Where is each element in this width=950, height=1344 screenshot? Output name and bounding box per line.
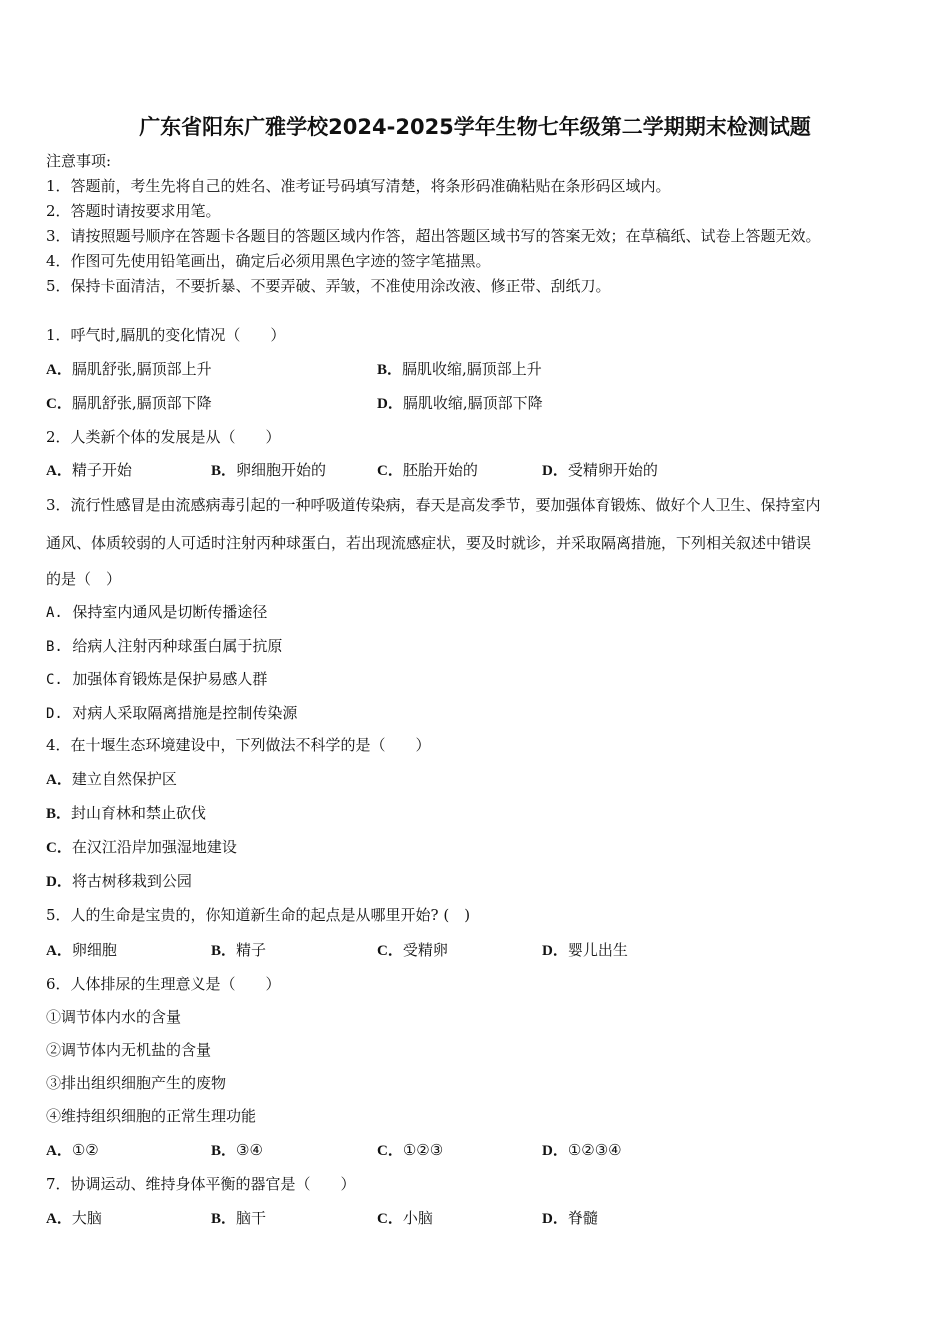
question-6-stem: 6．人体排尿的生理意义是（ ）: [46, 975, 281, 993]
option-label: D．: [542, 1211, 568, 1227]
option-label: C．: [46, 840, 72, 856]
option-label: A．: [46, 1143, 72, 1159]
question-7-stem: 7．协调运动、维持身体平衡的器官是（ ）: [46, 1175, 356, 1193]
option-label: A．: [46, 772, 72, 788]
option-label: B．: [211, 1211, 237, 1227]
question-1-option-c: [46, 393, 212, 414]
question-6-option-c: [377, 1140, 443, 1161]
option-label: B．: [46, 806, 72, 822]
question-4-option-a: [46, 769, 177, 790]
option-text: ③④: [236, 1141, 263, 1159]
option-text: 膈肌收缩,膈顶部上升: [402, 360, 542, 378]
question-2-option-a: [46, 460, 132, 481]
option-text: 在汉江沿岸加强湿地建设: [71, 838, 237, 856]
question-6-item: ②调节体内无机盐的含量: [46, 1041, 212, 1059]
option-text: 卵细胞: [71, 941, 117, 959]
question-2-stem: 2．人类新个体的发展是从（ ）: [46, 428, 281, 446]
option-label: D．: [46, 874, 72, 890]
question-7-option-d: [542, 1208, 598, 1229]
question-1-option-a: [46, 359, 212, 380]
option-label: C．: [377, 1143, 403, 1159]
question-1-option-d: [377, 393, 543, 414]
question-7-option-c: [377, 1208, 433, 1229]
option-label: A．: [46, 943, 72, 959]
option-label: D.: [46, 706, 63, 722]
option-text: ①②③④: [567, 1141, 622, 1159]
option-text: 脊髓: [567, 1209, 598, 1227]
option-text: ①②③: [402, 1141, 444, 1159]
option-label: C．: [377, 1211, 403, 1227]
question-6-option-b: [211, 1140, 263, 1161]
option-label: B.: [46, 639, 63, 655]
question-6-option-d: [542, 1140, 622, 1161]
notice-heading: 注意事项:: [46, 152, 112, 170]
question-4-option-b: [46, 803, 206, 824]
question-4-option-d: [46, 871, 192, 892]
option-label: D．: [542, 463, 568, 479]
question-6-item: ④维持组织细胞的正常生理功能: [46, 1107, 257, 1125]
question-3-option-a: [46, 602, 267, 623]
option-label: C．: [46, 396, 72, 412]
question-4-stem: 4．在十堰生态环境建设中，下列做法不科学的是（ ）: [46, 736, 431, 754]
option-label: A．: [46, 463, 72, 479]
notice-item: 4．作图可先使用铅笔画出，确定后必须用黑色字迹的签字笔描黑。: [46, 252, 491, 270]
option-label: D．: [542, 943, 568, 959]
question-3-stem-line: 的是（ ）: [46, 570, 122, 588]
question-6-item: ③排出组织细胞产生的废物: [46, 1074, 227, 1092]
option-text: ①②: [71, 1141, 99, 1159]
option-text: 对病人采取隔离措施是控制传染源: [72, 704, 298, 722]
option-label: B．: [377, 362, 403, 378]
option-label: B．: [211, 943, 237, 959]
page-title: 广东省阳东广雅学校2024-2025学年生物七年级第二学期期末检测试题: [139, 115, 811, 139]
question-6-option-a: [46, 1140, 99, 1161]
question-5-stem: 5．人的生命是宝贵的，你知道新生命的起点是从哪里开始? ( ): [46, 906, 471, 924]
option-text: 脑干: [236, 1209, 267, 1227]
question-7-option-a: [46, 1208, 102, 1229]
option-text: 加强体育锻炼是保护易感人群: [72, 670, 268, 688]
question-3-stem-line: 通风、体质较弱的人可适时注射丙种球蛋白，若出现流感症状，要及时就诊，并采取隔离措施，下列相关叙述中错误: [46, 534, 812, 552]
notice-item: 2．答题时请按要求用笔。: [46, 202, 221, 220]
option-label: D．: [542, 1143, 568, 1159]
option-text: 将古树移栽到公园: [71, 872, 192, 890]
question-3-option-b: [46, 636, 282, 657]
question-1-stem: 1．呼气时,膈肌的变化情况（ ）: [46, 326, 286, 344]
notice-item: 3．请按照题号顺序在答题卡各题目的答题区域内作答，超出答题区域书写的答案无效；在草稿纸、试卷上答题无效。: [46, 227, 821, 245]
question-6-item: ①调节体内水的含量: [46, 1008, 182, 1026]
option-text: 精子: [236, 941, 267, 959]
option-text: 建立自然保护区: [71, 770, 177, 788]
question-3-stem-line: 3．流行性感冒是由流感病毒引起的一种呼吸道传染病，春天是高发季节，要加强体育锻炼、做好个人卫生、保持室内: [46, 496, 821, 514]
option-text: 小脑: [402, 1209, 433, 1227]
option-text: 胚胎开始的: [402, 461, 478, 479]
question-3-option-d: [46, 703, 297, 724]
option-text: 给病人注射丙种球蛋白属于抗原: [72, 637, 283, 655]
question-5-option-a: [46, 940, 117, 961]
option-text: 婴儿出生: [567, 941, 628, 959]
question-2-option-c: [377, 460, 478, 481]
question-5-option-b: [211, 940, 266, 961]
option-text: 大脑: [71, 1209, 102, 1227]
option-label: A.: [46, 605, 63, 621]
option-text: 卵细胞开始的: [236, 461, 327, 479]
option-label: B．: [211, 463, 237, 479]
option-text: 封山育林和禁止砍伐: [71, 804, 207, 822]
notice-item: 5．保持卡面清洁，不要折暴、不要弄破、弄皱，不准使用涂改液、修正带、刮纸刀。: [46, 277, 611, 295]
option-label: A．: [46, 362, 72, 378]
option-label: D．: [377, 396, 403, 412]
option-text: 膈肌收缩,膈顶部下降: [402, 394, 543, 412]
option-text: 精子开始: [71, 461, 132, 479]
question-5-option-c: [377, 940, 448, 961]
option-label: C.: [46, 672, 63, 688]
option-label: C．: [377, 943, 403, 959]
option-label: B．: [211, 1143, 237, 1159]
option-label: A．: [46, 1211, 72, 1227]
question-1-option-b: [377, 359, 542, 380]
notice-item: 1．答题前，考生先将自己的姓名、准考证号码填写清楚，将条形码准确粘贴在条形码区域内。: [46, 177, 671, 195]
question-4-option-c: [46, 837, 237, 858]
option-label: C．: [377, 463, 403, 479]
question-3-option-c: [46, 669, 267, 690]
option-text: 膈肌舒张,膈顶部上升: [71, 360, 212, 378]
option-text: 膈肌舒张,膈顶部下降: [71, 394, 212, 412]
question-7-option-b: [211, 1208, 266, 1229]
option-text: 保持室内通风是切断传播途径: [72, 603, 268, 621]
question-2-option-b: [211, 460, 326, 481]
option-text: 受精卵: [402, 941, 448, 959]
option-text: 受精卵开始的: [567, 461, 658, 479]
question-5-option-d: [542, 940, 628, 961]
question-2-option-d: [542, 460, 658, 481]
